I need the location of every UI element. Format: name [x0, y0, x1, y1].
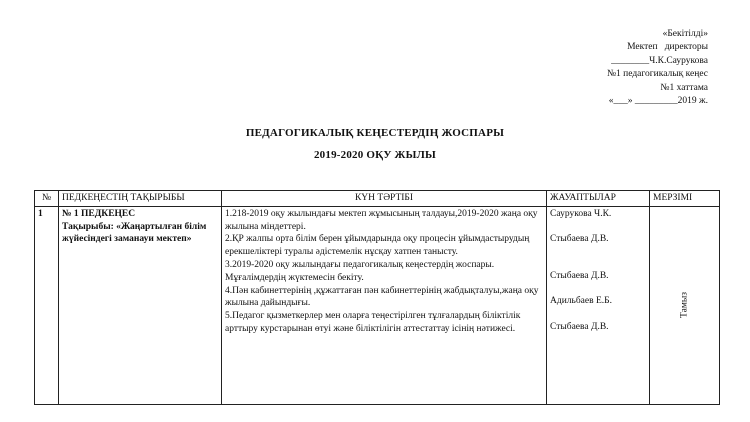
approval-title: «Бекітілді» [662, 29, 708, 39]
responsible-item: Саурукова Ч.К. [550, 208, 612, 219]
header-num: № [35, 191, 59, 207]
row-responsible [547, 206, 650, 404]
responsible-item: Адильбаев Е.Б. [550, 296, 612, 307]
agenda-item: 4.Пән кабинеттерінің ,құжаттаған пән кабинеттерінің жабдықталуы,жаңа оқу жылына дайындығы. [225, 285, 539, 309]
approval-director: Мектеп директоры [627, 42, 708, 53]
agenda-item: 3.2019-2020 оқу жылындағы педагогикалық кеңестердің жоспары. Мұғалімдердің жүктемесін бекіту. [225, 259, 495, 283]
approval-signature: ________Ч.К.Саурукова [611, 55, 708, 66]
responsible-item: Стыбаева Д.В. [550, 233, 609, 244]
row-num: 1 [35, 206, 59, 404]
row-deadline [650, 206, 720, 404]
header-agenda: КҮН ТӘРТІБІ [222, 191, 547, 207]
table-header-row [35, 191, 720, 207]
approval-date: «___» _________2019 ж. [608, 96, 708, 107]
row-topic [59, 206, 222, 404]
approval-protocol: №1 хаттама [660, 82, 708, 93]
table-row [35, 206, 720, 404]
agenda-item: 2.ҚР жалпы орта білім берен ұйымдарында оқу процесін ұйымдастырудың ерекшеліктері туралы әдістемелік нұсқау хатпен танысту. [225, 234, 530, 258]
topic-name: № 1 ПЕДКЕҢЕС [62, 208, 136, 219]
header-deadline: МЕРЗІМІ [650, 191, 720, 207]
document-title: ПЕДАГОГИКАЛЫҚ КЕҢЕСТЕРДІҢ ЖОСПАРЫ [245, 127, 505, 139]
approval-stamp [508, 28, 708, 108]
approval-council: №1 педагогикалық кеңес [606, 69, 708, 80]
agenda-item: 1.218-2019 оқу жылындағы мектеп жұмысының талдауы,2019-2020 жаңа оқу жылына міндеттері. [225, 208, 538, 232]
deadline-text: Тамыз [679, 292, 690, 319]
plan-table [34, 190, 720, 405]
agenda-item: 5.Педагог қызметкерлер мен оларға теңестірілген тұлғалардың біліктілік арттыру курстарынан өтуі және біліктілігін аттестаттау ісінің нәтижесі. [225, 311, 521, 334]
responsible-item: Стыбаева Д.В. [550, 321, 609, 332]
document-subtitle: 2019-2020 ОҚУ ЖЫЛЫ [313, 149, 437, 161]
row-agenda [222, 206, 547, 404]
header-topic: ПЕДКЕҢЕСТІҢ ТАҚЫРЫБЫ [59, 191, 222, 207]
header-responsible: ЖАУАПТЫЛАР [547, 191, 650, 207]
responsible-item: Стыбаева Д.В. [550, 271, 609, 282]
topic-theme: Тақырыбы: «Жаңартылған білім жүйесіндегі заманауи мектеп» [62, 221, 207, 245]
